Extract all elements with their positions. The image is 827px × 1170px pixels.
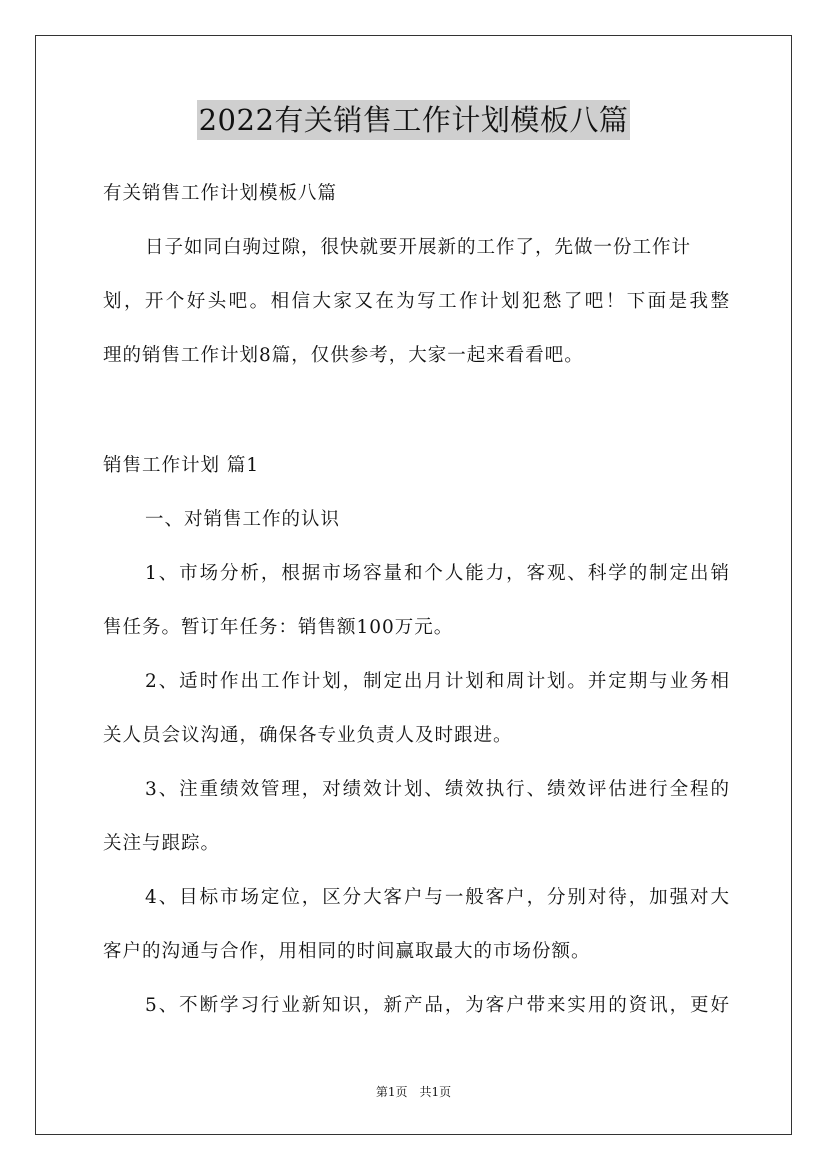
item-2-line-2: 关人员会议沟通，确保各专业负责人及时跟进。 (103, 725, 513, 746)
page-footer (0, 1084, 827, 1100)
document-title: 2022有关销售工作计划模板八篇 (197, 100, 631, 140)
item-1-line-1: 1、市场分析，根据市场容量和个人能力，客观、科学的制定出销 (145, 563, 731, 584)
item-3-line-2: 关注与跟踪。 (103, 833, 221, 854)
intro-line-2: 划，开个好头吧。相信大家又在为写工作计划犯愁了吧！下面是我整 (103, 291, 732, 312)
page-number-total: 共1页 (419, 1085, 452, 1099)
intro-line-1: 日子如同白驹过隙，很快就要开展新的工作了，先做一份工作计 (145, 237, 692, 258)
page-number-current: 第1页 (375, 1085, 408, 1099)
item-5-line-1: 5、不断学习行业新知识，新产品，为客户带来实用的资讯，更好 (145, 995, 731, 1016)
part-heading: 一、对销售工作的认识 (145, 509, 341, 530)
document-subtitle: 有关销售工作计划模板八篇 (103, 183, 338, 204)
item-4-line-1: 4、目标市场定位，区分大客户与一般客户，分别对待，加强对大 (145, 887, 731, 908)
item-3-line-1: 3、注重绩效管理，对绩效计划、绩效执行、绩效评估进行全程的 (145, 779, 731, 800)
item-4-line-2: 客户的沟通与合作，用相同的时间赢取最大的市场份额。 (103, 941, 591, 962)
title-container (0, 100, 827, 140)
section-heading: 销售工作计划 篇1 (103, 455, 260, 476)
item-2-line-1: 2、适时作出工作计划，制定出月计划和周计划。并定期与业务相 (145, 671, 731, 692)
item-1-line-2: 售任务。暂订年任务：销售额100万元。 (103, 617, 454, 638)
intro-line-3: 理的销售工作计划8篇，仅供参考，大家一起来看看吧。 (103, 345, 584, 366)
